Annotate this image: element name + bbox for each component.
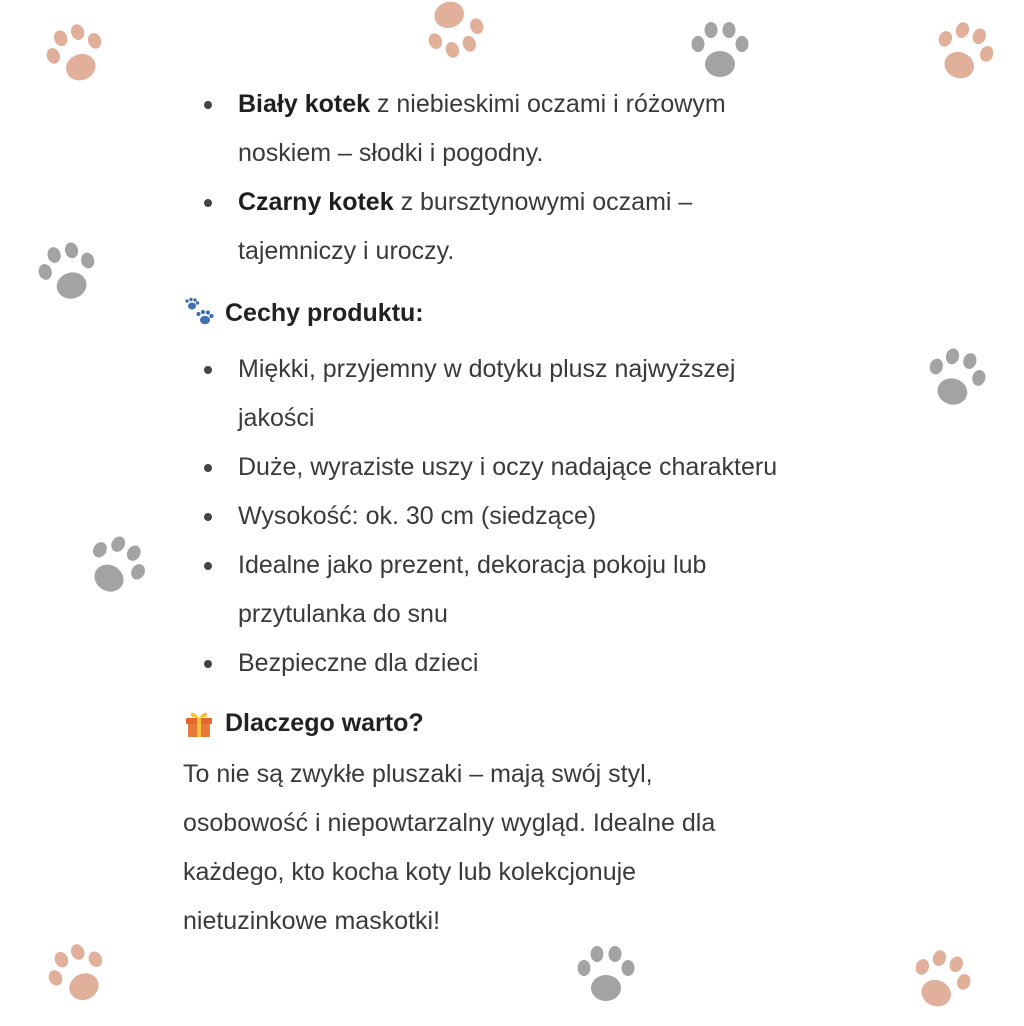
paragraph-line: To nie są zwykłe pluszaki – mają swój styl,	[183, 760, 653, 788]
paragraph-line: osobowość i niepowtarzalny wygląd. Idealne dla	[183, 809, 716, 837]
bullet-dot	[204, 464, 212, 472]
list-item	[0, 639, 900, 688]
bullet-dot	[204, 562, 212, 570]
feature-text: Idealne jako prezent, dekoracja pokoju lub	[238, 551, 707, 579]
bullet-dot	[204, 101, 212, 109]
feature-text-cont: przytulanka do snu	[238, 600, 448, 628]
bullet-dot	[204, 660, 212, 668]
variant-description-cont: tajemniczy i uroczy.	[238, 237, 455, 265]
why-heading	[183, 707, 424, 739]
variant-description-cont: noskiem – słodki i pogodny.	[238, 139, 544, 167]
list-item-continuation	[0, 227, 900, 276]
bullet-dot	[204, 513, 212, 521]
paragraph-line: nietuzinkowe maskotki!	[183, 907, 441, 935]
list-item	[0, 443, 900, 492]
variants-list	[0, 80, 900, 276]
gift-icon	[183, 707, 215, 739]
feature-text-cont: jakości	[238, 404, 315, 432]
why-paragraph	[183, 750, 823, 946]
features-list	[0, 345, 900, 688]
bullet-dot	[204, 366, 212, 374]
list-item	[0, 80, 900, 129]
paragraph-line: każdego, kto kocha koty lub kolekcjonuje	[183, 858, 637, 886]
why-title: Dlaczego warto?	[225, 708, 424, 737]
features-heading	[183, 297, 424, 329]
list-item-continuation	[0, 129, 900, 178]
feature-text: Duże, wyraziste uszy i oczy nadające charakteru	[238, 453, 778, 481]
feature-text: Bezpieczne dla dzieci	[238, 649, 479, 677]
feature-text: Miękki, przyjemny w dotyku plusz najwyższej	[238, 355, 736, 383]
list-item	[0, 492, 900, 541]
variant-description: z bursztynowymi oczami –	[393, 188, 693, 216]
feature-text: Wysokość: ok. 30 cm (siedzące)	[238, 502, 597, 530]
list-item	[0, 178, 900, 227]
list-item-continuation	[0, 394, 900, 443]
variant-description: z niebieskimi oczami i różowym	[370, 90, 726, 118]
list-item	[0, 541, 900, 590]
features-title: Cechy produktu:	[225, 298, 424, 327]
variant-name: Czarny kotek	[238, 188, 394, 216]
variant-name: Biały kotek	[238, 90, 371, 118]
list-item	[0, 345, 900, 394]
list-item-continuation	[0, 590, 900, 639]
paw-prints-icon	[183, 297, 215, 329]
bullet-dot	[204, 199, 212, 207]
